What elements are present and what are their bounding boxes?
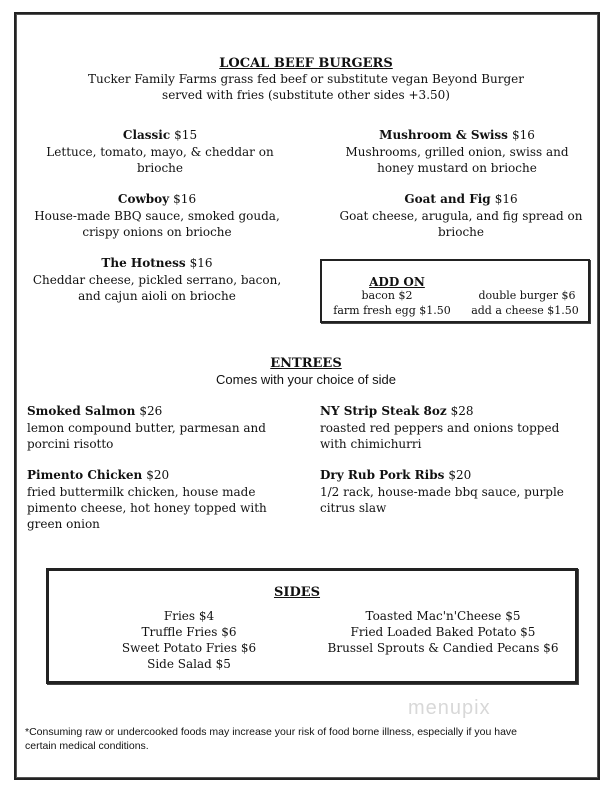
side-item: Fries $4 <box>163 609 215 623</box>
sides-right-list <box>311 608 575 656</box>
entrees-subtitle: Comes with your choice of side <box>216 372 396 387</box>
entree-item-ny-strip: NY Strip Steak 8oz $28 roasted red peppers and onions topped with chimichurri <box>320 404 560 451</box>
sides-title: SIDES <box>273 585 321 600</box>
burger-item-classic: Classic $15 Lettuce, tomato, mayo, & cheddar on brioche <box>46 128 274 175</box>
addon-box <box>320 259 590 323</box>
burger-item-cowboy: Cowboy $16 House-made BBQ sauce, smoked gouda, crispy onions on brioche <box>34 192 280 239</box>
entree-item-smoked-salmon: Smoked Salmon $26 lemon compound butter, parmesan and porcini risotto <box>27 404 266 451</box>
side-item: Brussel Sprouts & Candied Pecans $6 <box>327 641 559 655</box>
addon-item-egg: farm fresh egg $1.50 <box>333 304 451 317</box>
burger-item-mushroom-swiss: Mushroom & Swiss $16 Mushrooms, grilled onion, swiss and honey mustard on brioche <box>345 128 569 175</box>
burger-item-the-hotness: The Hotness $16 Cheddar cheese, pickled serrano, bacon, and cajun aioli on brioche <box>32 256 282 303</box>
addon-item-cheese: add a cheese $1.50 <box>471 304 579 317</box>
menupix-watermark: menupix <box>408 697 491 719</box>
burger-item-goat-fig: Goat and Fig $16 Goat cheese, arugula, and fig spread on brioche <box>339 192 583 239</box>
sides-left-list <box>89 608 289 672</box>
side-item: Side Salad $5 <box>147 657 231 671</box>
addon-title: ADD ON <box>369 275 425 289</box>
burgers-section-title: LOCAL BEEF BURGERS <box>219 56 393 71</box>
sides-box <box>46 568 578 684</box>
entree-item-pork-ribs: Dry Rub Pork Ribs $20 1/2 rack, house-made bbq sauce, purple citrus slaw <box>320 468 564 515</box>
addon-item-bacon: bacon $2 <box>361 289 413 302</box>
side-item: Toasted Mac'n'Cheese $5 <box>365 609 521 623</box>
side-item: Sweet Potato Fries $6 <box>121 641 257 655</box>
side-item: Fried Loaded Baked Potato $5 <box>350 625 536 639</box>
addon-item-double-burger: double burger $6 <box>478 289 576 302</box>
side-item: Truffle Fries $6 <box>141 625 237 639</box>
footer-disclaimer: *Consuming raw or undercooked foods may increase your risk of food borne illness, especially if you have certain medical conditions. <box>25 726 518 752</box>
entrees-section-title: ENTREES <box>270 356 342 371</box>
entree-item-pimento-chicken: Pimento Chicken $20 fried buttermilk chicken, house made pimento cheese, hot honey topped with green onion <box>27 468 267 531</box>
burgers-subtitle: Tucker Family Farms grass fed beef or substitute vegan Beyond Burger served with fries (substitute other sides +3.50) <box>88 72 524 102</box>
